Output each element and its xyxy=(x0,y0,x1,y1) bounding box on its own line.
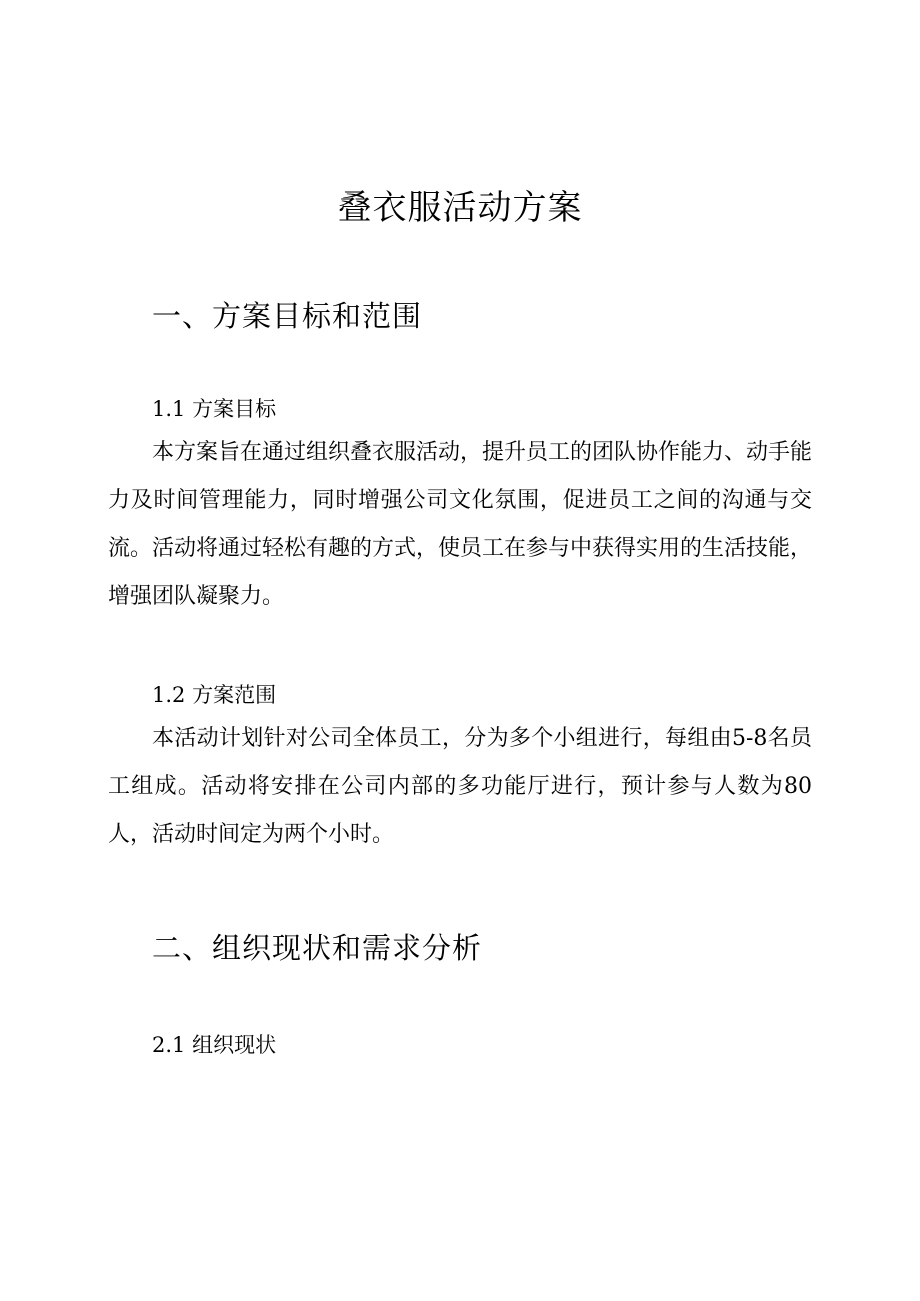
subsection-heading-status: 2.1 组织现状 xyxy=(152,1033,277,1057)
subsection-heading-goals: 1.1 方案目标 xyxy=(152,397,277,421)
subsection-heading-scope: 1.2 方案范围 xyxy=(152,683,277,707)
section-heading-status-needs: 二、组织现状和需求分析 xyxy=(152,931,483,965)
section-heading-goals-scope: 一、方案目标和范围 xyxy=(152,299,423,333)
document-title: 叠衣服活动方案 xyxy=(337,188,583,228)
paragraph-goals: 本方案旨在通过组织叠衣服活动，提升员工的团队协作能力、动手能力及时间管理能力，同时增强公司文化氛围，促进员工之间的沟通与交流。活动将通过轻松有趣的方式，使员工在参与中获得实用的生活技能，增强团队凝聚力。 xyxy=(108,440,813,609)
paragraph-scope: 本活动计划针对公司全体员工，分为多个小组进行，每组由5-8名员工组成。活动将安排在公司内部的多功能厅进行，预计参与人数为80人，活动时间定为两个小时。 xyxy=(108,726,812,847)
